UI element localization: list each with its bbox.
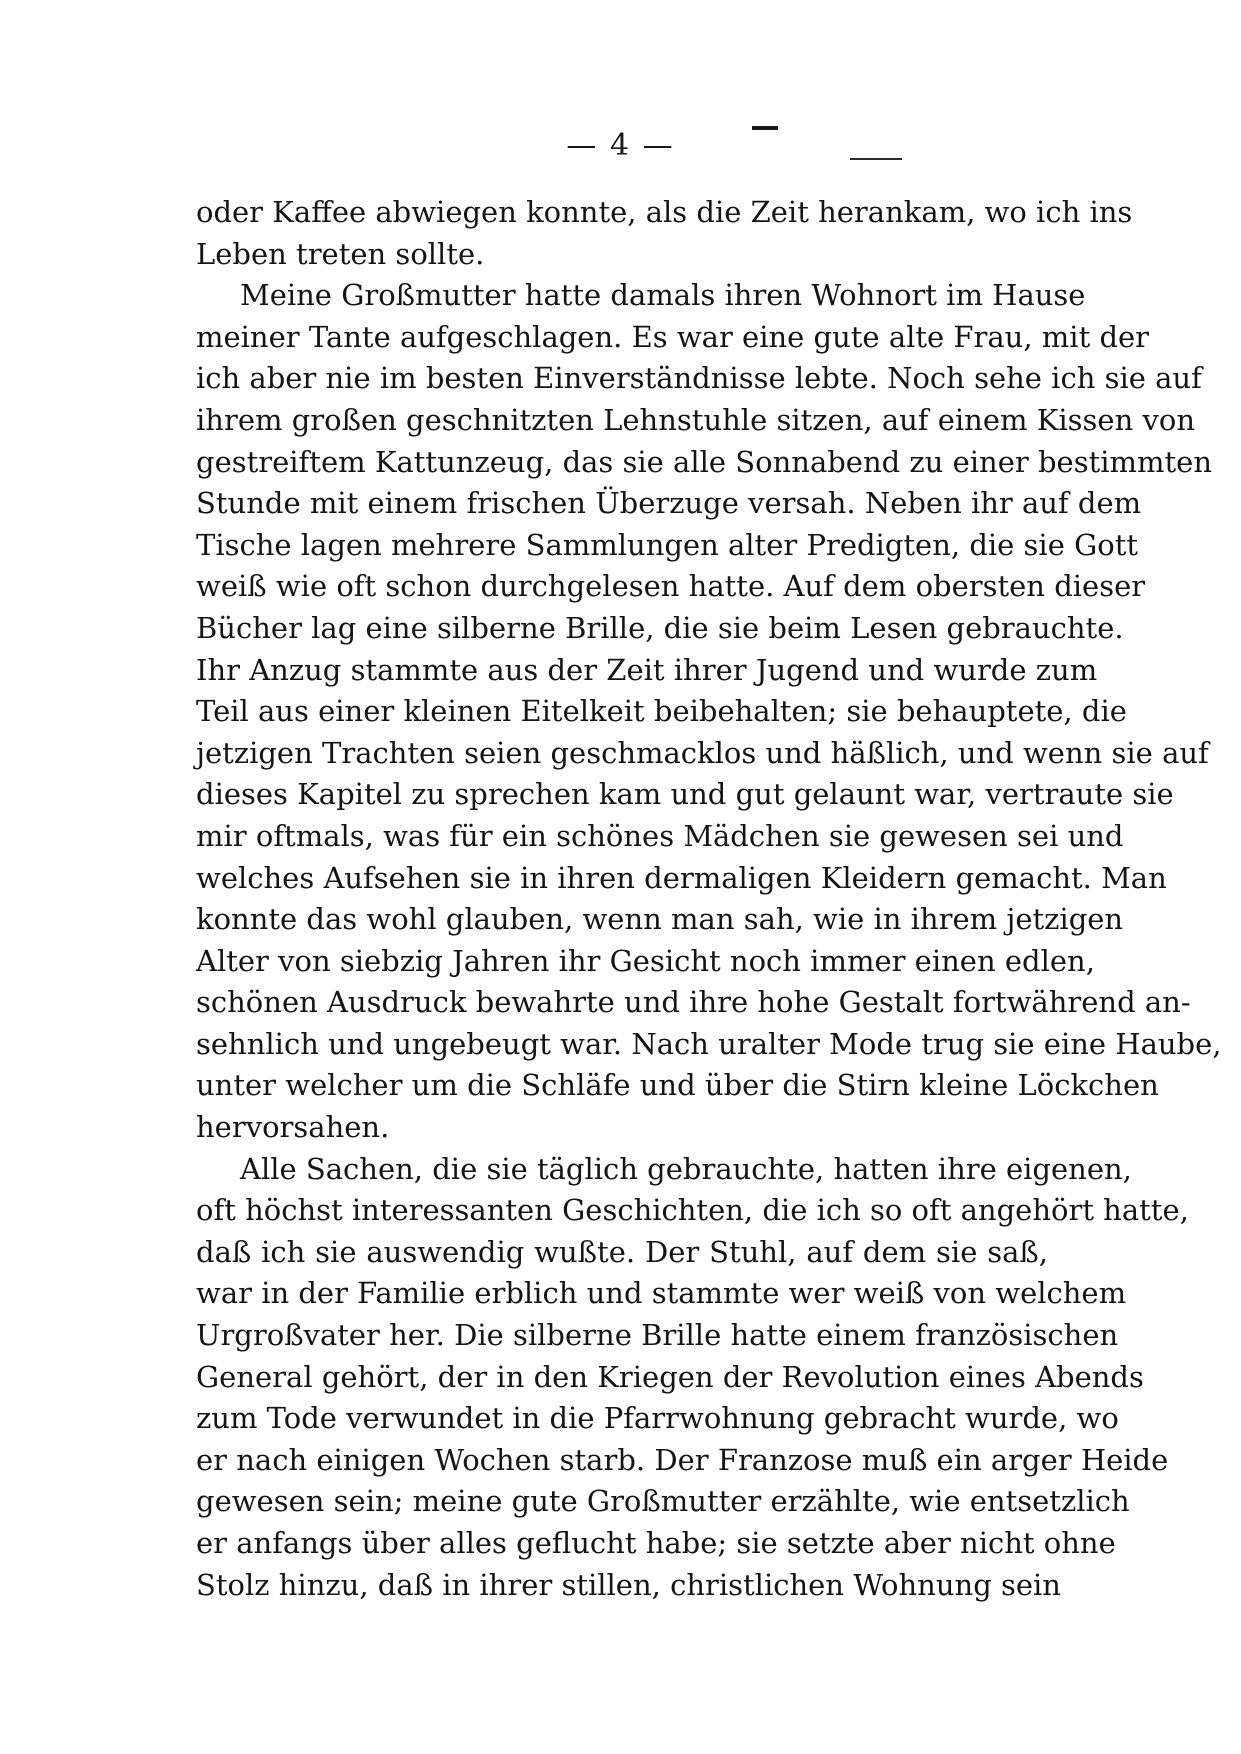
text-line: war in der Familie erblich und stammte wer weiß von welchem (196, 1276, 1127, 1311)
print-dash (850, 158, 902, 160)
body-text (196, 192, 1222, 1606)
text-line: oft höchst interessanten Geschichten, die ich so oft angehört hatte, (196, 1193, 1189, 1228)
text-line: ich aber nie im besten Einverständnisse lebte. Noch sehe ich sie auf (196, 361, 1202, 396)
text-line: Alle Sachen, die sie täglich gebrauchte, hatten ihre eigenen, (240, 1151, 1132, 1186)
text-line: hervorsahen. (196, 1110, 390, 1145)
text-line: zum Tode verwundet in die Pfarrwohnung gebracht wurde, wo (196, 1401, 1119, 1436)
text-line: jetzigen Trachten seien geschmacklos und häßlich, und wenn sie auf (196, 735, 1209, 770)
text-line: Meine Großmutter hatte damals ihren Wohnort im Hause (240, 278, 1086, 313)
text-line: welches Aufsehen sie in ihren dermaligen Kleidern gemacht. Man (196, 860, 1167, 895)
text-line: konnte das wohl glauben, wenn man sah, wie in ihrem jetzigen (196, 902, 1124, 937)
page-number: — 4 — (566, 128, 675, 163)
text-line: Stunde mit einem frischen Überzuge versah. Neben ihr auf dem (196, 486, 1142, 521)
text-line: er anfangs über alles geflucht habe; sie setzte aber nicht ohne (196, 1526, 1116, 1560)
text-line: unter welcher um die Schläfe und über die Stirn kleine Löckchen (196, 1068, 1159, 1103)
text-line: schönen Ausdruck bewahrte und ihre hohe Gestalt fortwährend an- (196, 985, 1191, 1020)
text-line: er nach einigen Wochen starb. Der Franzose muß ein arger Heide (196, 1442, 1169, 1477)
text-line: gewesen sein; meine gute Großmutter erzählte, wie entsetzlich (196, 1484, 1130, 1519)
text-line: dieses Kapitel zu sprechen kam und gut gelaunt war, vertraute sie (196, 777, 1174, 812)
text-line: ihrem großen geschnitzten Lehnstuhle sitzen, auf einem Kissen von (196, 402, 1196, 437)
text-line: oder Kaffee abwiegen konnte, als die Zeit herankam, wo ich ins (196, 195, 1133, 229)
text-line: General gehört, der in den Kriegen der Revolution eines Abends (196, 1359, 1144, 1394)
text-line: Leben treten sollte. (196, 236, 485, 271)
text-line: Stolz hinzu, daß in ihrer stillen, christlichen Wohnung sein (196, 1567, 1061, 1602)
text-line: Teil aus einer kleinen Eitelkeit beibehalten; sie behauptete, die (196, 694, 1127, 729)
text-line: Alter von siebzig Jahren ihr Gesicht noch immer einen edlen, (196, 943, 1095, 978)
text-line: Tische lagen mehrere Sammlungen alter Predigten, die sie Gott (196, 527, 1139, 562)
text-line: mir oftmals, was für ein schönes Mädchen sie gewesen sei und (196, 818, 1124, 853)
text-line: sehnlich und ungebeugt war. Nach uralter Mode trug sie eine Haube, (196, 1026, 1222, 1061)
text-line: weiß wie oft schon durchgelesen hatte. Auf dem obersten dieser (196, 569, 1146, 604)
text-line: gestreiftem Kattunzeug, das sie alle Sonnabend zu einer bestimmten (196, 444, 1212, 479)
text-line: Urgroßvater her. Die silberne Brille hatte einem französischen (196, 1318, 1119, 1353)
text-line: daß ich sie auswendig wußte. Der Stuhl, auf dem sie saß, (196, 1234, 1048, 1269)
text-line: Ihr Anzug stammte aus der Zeit ihrer Jugend und wurde zum (196, 652, 1098, 687)
text-line: Bücher lag eine silberne Brille, die sie beim Lesen gebrauchte. (196, 610, 1124, 645)
text-line: meiner Tante aufgeschlagen. Es war eine gute alte Frau, mit der (196, 319, 1150, 354)
